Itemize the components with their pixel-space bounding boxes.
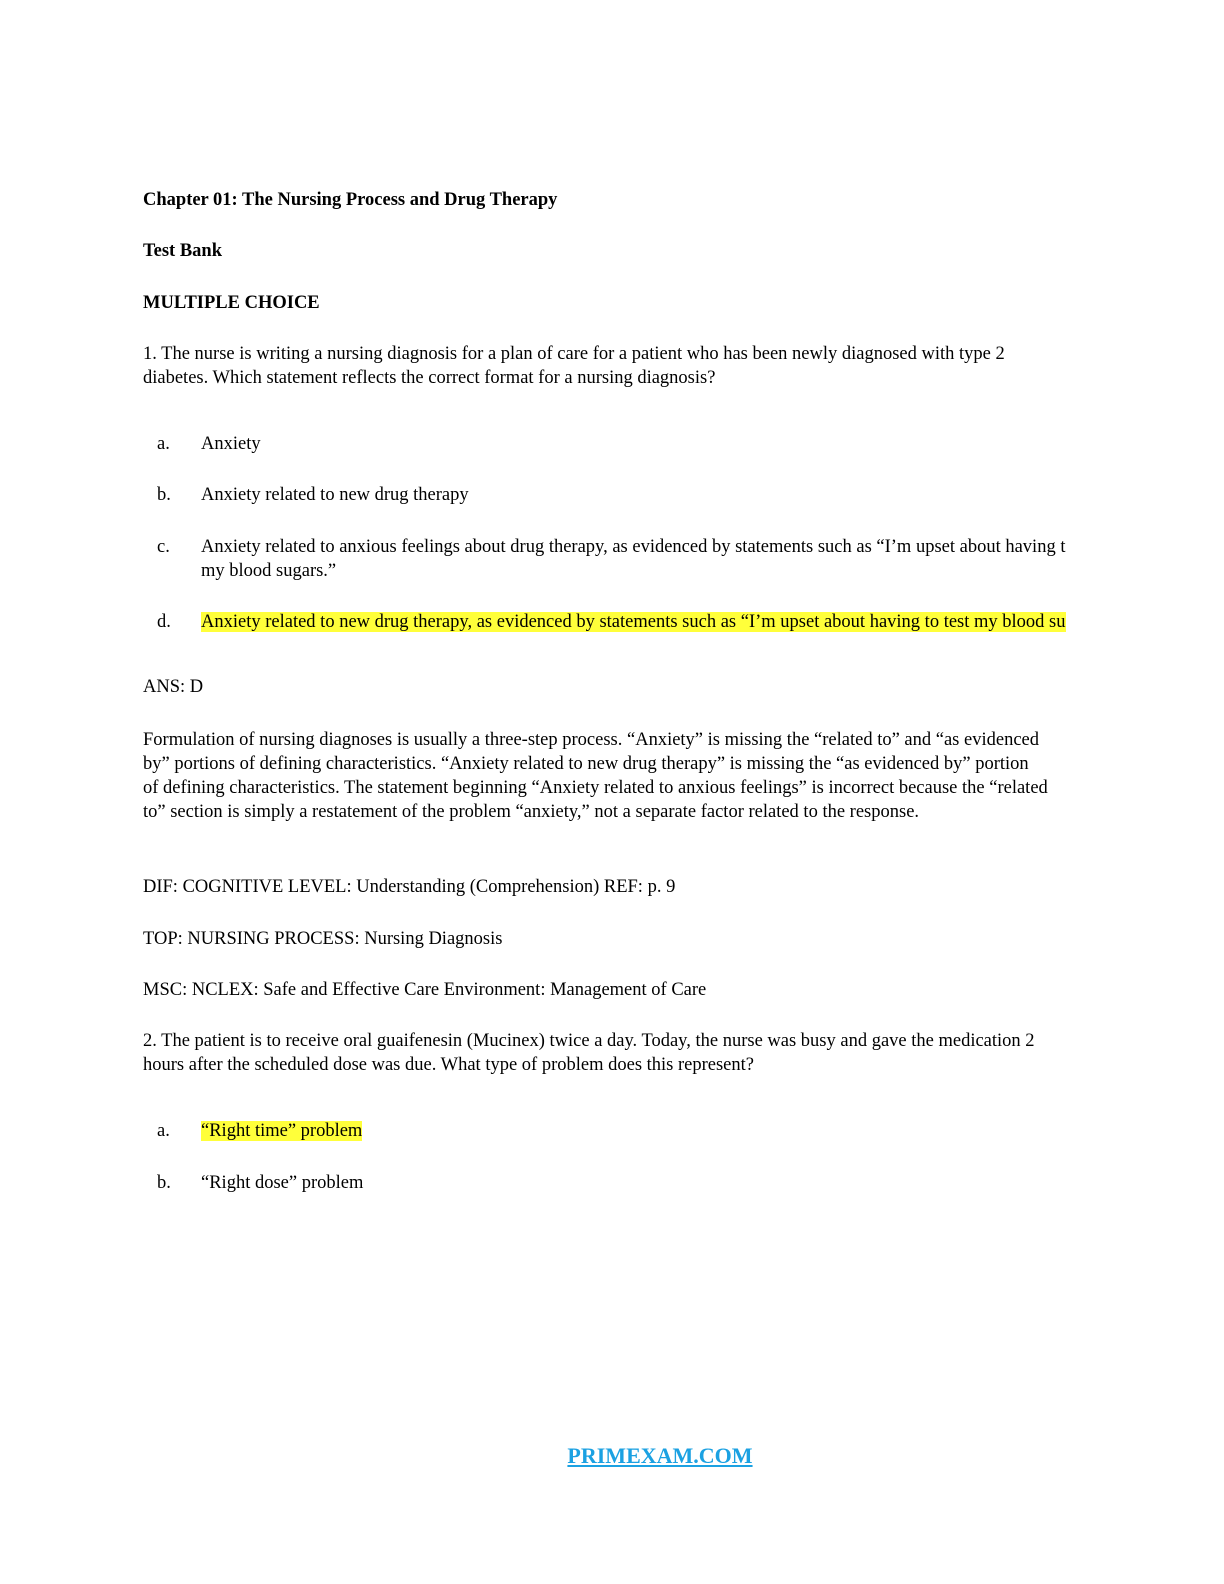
question-2-stem: 2. The patient is to receive oral guaifenesin (Mucinex) twice a day. Today, the nurse was busy and gave the medication 2 hours after the scheduled dose was due. What type of problem does this represent? [143, 1031, 1035, 1075]
test-bank-label: Test Bank [143, 241, 223, 261]
q1-option-d-highlight: Anxiety related to new drug therapy, as evidenced by statements such as “I’m upset about having to test my blood su [201, 612, 1066, 632]
q1-option-d-text [201, 610, 1167, 634]
q1-rationale: Formulation of nursing diagnoses is usually a three-step process. “Anxiety” is missing the “related to” and “as evidenced by” portions of defining characteristics. “Anxiety related to new drug therapy” is missing the “as evidenced by” portion of defining characteristics. The statement beginning “Anxiety related to anxious feelings” is incorrect because the “related to” section is simply a restatement of the problem “anxiety,” not a separate factor related to the response. [143, 730, 1048, 822]
q1-option-c-text-line2: my blood sugars.” [201, 561, 337, 581]
q2-option-b-text: “Right dose” problem [201, 1173, 364, 1193]
section-heading: MULTIPLE CHOICE [143, 293, 320, 313]
footer-site-link[interactable]: PRIMEXAM.COM [567, 1443, 753, 1468]
chapter-title: Chapter 01: The Nursing Process and Drug Therapy [143, 190, 558, 210]
question-1-stem: 1. The nurse is writing a nursing diagnosis for a plan of care for a patient who has been newly diagnosed with type 2 diabetes. Which statement reflects the correct format for a nursing diagnosis? [143, 344, 1005, 388]
q2-option-a-letter: a. [157, 1121, 170, 1141]
q1-option-c-text-line1: Anxiety related to anxious feelings about drug therapy, as evidenced by statements such as “I’m upset about having t [201, 537, 1066, 557]
q1-option-a-text: Anxiety [201, 434, 261, 454]
q2-option-a-highlight: “Right time” problem [201, 1121, 363, 1141]
q1-option-c-letter: c. [157, 537, 170, 557]
q1-difficulty: DIF: COGNITIVE LEVEL: Understanding (Comprehension) REF: p. 9 [143, 877, 676, 897]
q2-option-a-text [201, 1119, 362, 1143]
q2-option-b-letter: b. [157, 1173, 171, 1193]
q1-option-a-letter: a. [157, 434, 170, 454]
q1-answer: ANS: D [143, 677, 204, 697]
q1-msc: MSC: NCLEX: Safe and Effective Care Environment: Management of Care [143, 980, 707, 1000]
q1-option-b-text: Anxiety related to new drug therapy [201, 485, 469, 505]
q1-option-d-letter: d. [157, 612, 171, 632]
q1-topic: TOP: NURSING PROCESS: Nursing Diagnosis [143, 929, 503, 949]
q1-option-b-letter: b. [157, 485, 171, 505]
